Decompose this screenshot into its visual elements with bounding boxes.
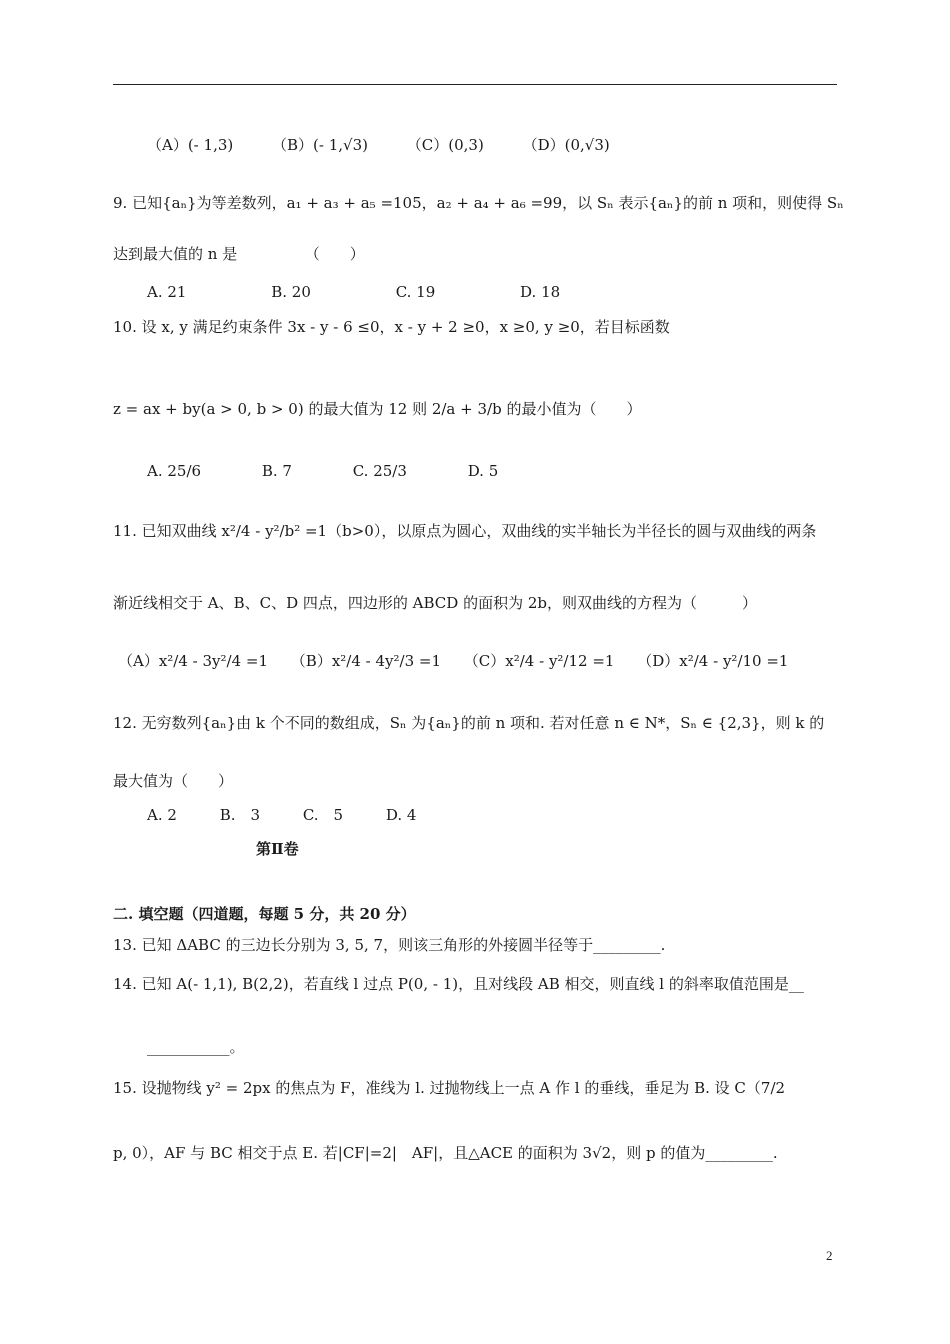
q10-option-a: A. 25/6 <box>147 462 202 480</box>
q11-line-1: 11. 已知双曲线 x²/4 - y²/b² =1（b>0），以原点为圆心，双曲线的实半轴长为半径长的圆与双曲线的两条 <box>113 522 817 540</box>
q9-option-d: D. 18 <box>520 283 561 301</box>
q8-option-d: （D）(0,√3) <box>522 136 610 154</box>
page-number: 2 <box>826 1248 833 1263</box>
q8-options <box>147 134 644 156</box>
q11-option-c: （C）x²/4 - y²/12 =1 <box>463 652 615 670</box>
fill-in-header: 二. 填空题（四道题，每题 5 分，共 20 分） <box>113 905 416 923</box>
q8-option-a: （A）(- 1,3) <box>147 136 234 154</box>
q13-line: 13. 已知 ΔABC 的三边长分别为 3, 5, 7，则该三角形的外接圆半径等于_________. <box>113 936 666 954</box>
q14-line-2: ___________。 <box>147 1038 245 1056</box>
section-2-title: 第Ⅱ卷 <box>256 840 299 858</box>
q12-option-c: C. 5 <box>302 806 344 824</box>
q12-option-d: D. 4 <box>385 806 417 824</box>
q11-option-a: （A）x²/4 - 3y²/4 =1 <box>118 652 269 670</box>
q9-line-2: 达到最大值的 n 是 （ ） <box>113 245 365 263</box>
q15-line-1: 15. 设抛物线 y² = 2px 的焦点为 F，准线为 l. 过抛物线上一点 A 作 l 的垂线，垂足为 B. 设 C（7/2 <box>113 1079 786 1097</box>
q12-option-b: B. 3 <box>219 806 261 824</box>
q12-options <box>147 804 450 826</box>
q9-line-1: 9. 已知{aₙ}为等差数列，a₁ + a₃ + a₅ =105，a₂ + a₄ + a₆ =99，以 Sₙ 表示{aₙ}的前 n 项和，则使得 Sₙ <box>113 194 844 212</box>
q11-option-d: （D）x²/4 - y²/10 =1 <box>637 652 789 670</box>
q15-line-2: p, 0），AF 与 BC 相交于点 E. 若|CF|=2| AF|，且△ACE 的面积为 3√2，则 p 的值为_________. <box>113 1144 778 1162</box>
q12-line-2: 最大值为（ ） <box>113 772 234 790</box>
q10-option-b: B. 7 <box>261 462 292 480</box>
q9-option-c: C. 19 <box>395 283 436 301</box>
q8-option-b: （B）(- 1,√3) <box>272 136 368 154</box>
q11-option-b: （B）x²/4 - 4y²/3 =1 <box>290 652 442 670</box>
q11-line-2: 渐近线相交于 A、B、C、D 四点，四边形的 ABCD 的面积为 2b，则双曲线的方程为（ ） <box>113 594 757 612</box>
q12-line-1: 12. 无穷数列{aₙ}由 k 个不同的数组成，Sₙ 为{aₙ}的前 n 项和. 若对任意 n ∈ N*，Sₙ ∈ {2,3}，则 k 的 <box>113 714 825 732</box>
header-rule <box>113 84 837 85</box>
q10-options <box>147 460 532 482</box>
q11-options <box>118 650 822 672</box>
q10-option-d: D. 5 <box>467 462 499 480</box>
q9-options <box>147 281 594 303</box>
q8-option-c: （C）(0,3) <box>406 136 484 154</box>
q10-line-2: z = ax + by(a > 0, b > 0) 的最大值为 12 则 2/a + 3/b 的最小值为（ ） <box>113 400 642 418</box>
q14-line-1: 14. 已知 A(- 1,1), B(2,2)，若直线 l 过点 P(0, - 1)，且对线段 AB 相交，则直线 l 的斜率取值范围是__ <box>113 975 804 993</box>
q9-option-b: B. 20 <box>271 283 311 301</box>
q12-option-a: A. 2 <box>147 806 177 824</box>
q9-option-a: A. 21 <box>147 283 187 301</box>
q10-line-1: 10. 设 x, y 满足约束条件 3x - y - 6 ≤0，x - y + 2 ≥0，x ≥0, y ≥0，若目标函数 <box>113 318 670 336</box>
q10-option-c: C. 25/3 <box>352 462 407 480</box>
